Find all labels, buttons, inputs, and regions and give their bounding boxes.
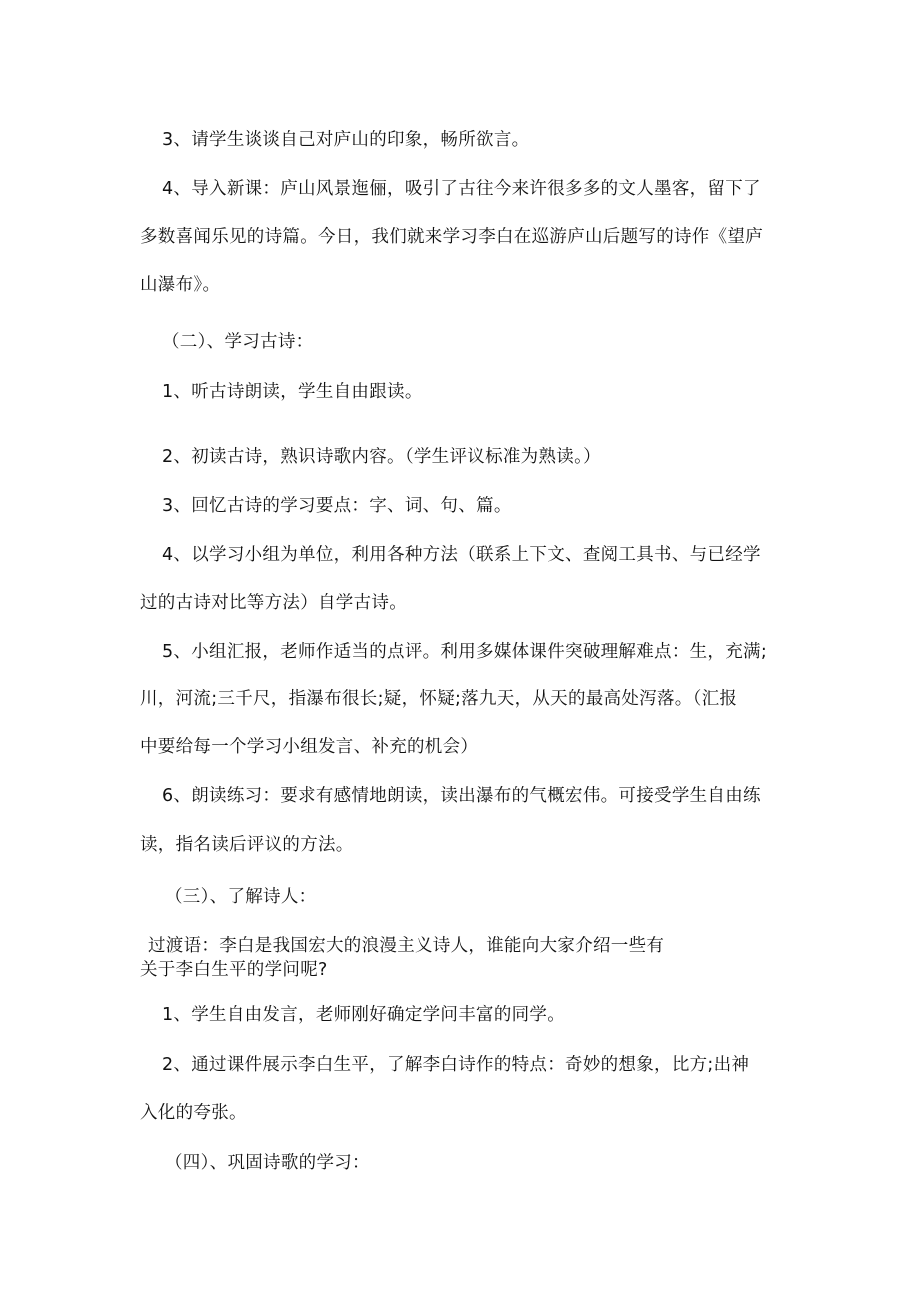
paragraph-line: 3、请学生谈谈自己对庐山的印象，畅所欲言。	[162, 130, 530, 150]
section-heading: （三）、了解诗人：	[165, 887, 317, 907]
paragraph-line: 2、通过课件展示李白生平，了解李白诗作的特点：奇妙的想象，比方;出神	[162, 1055, 750, 1075]
paragraph-line: 4、以学习小组为单位，利用各种方法（联系上下文、查阅工具书、与已经学	[162, 545, 761, 565]
paragraph-line: 过渡语：李白是我国宏大的浪漫主义诗人，谁能向大家介绍一些有	[148, 936, 665, 956]
paragraph-line: 川，河流;三千尺，指瀑布很长;疑，怀疑;落九天，从天的最高处泻落。（汇报	[140, 689, 738, 709]
paragraph-line: 过的古诗对比等方法）自学古诗。	[140, 593, 407, 613]
paragraph-line: 多数喜闻乐见的诗篇。今日，我们就来学习李白在巡游庐山后题写的诗作《望庐	[140, 227, 763, 247]
paragraph-line: 山瀑布》。	[140, 275, 221, 295]
paragraph-line: 1、听古诗朗读，学生自由跟读。	[162, 382, 423, 402]
paragraph-line: 2、初读古诗，熟识诗歌内容。（学生评议标准为熟读。）	[162, 447, 601, 467]
paragraph-line: 关于李白生平的学问呢?	[140, 960, 328, 980]
section-heading: （四）、巩固诗歌的学习：	[165, 1153, 370, 1173]
paragraph-line: 5、小组汇报，老师作适当的点评。利用多媒体课件突破理解难点：生，充满;	[162, 642, 768, 662]
paragraph-line: 中要给每一个学习小组发言、补充的机会）	[140, 737, 479, 757]
section-heading: （二）、学习古诗：	[162, 332, 314, 352]
paragraph-line: 6、朗读练习：要求有感情地朗读，读出瀑布的气概宏伟。可接受学生自由练	[162, 786, 761, 806]
paragraph-line: 3、回忆古诗的学习要点：字、词、句、篇。	[162, 496, 512, 516]
paragraph-line: 入化的夸张。	[140, 1103, 247, 1123]
paragraph-line: 1、学生自由发言，老师刚好确定学问丰富的同学。	[162, 1005, 566, 1025]
paragraph-line: 读，指名读后评议的方法。	[140, 835, 354, 855]
paragraph-line: 4、导入新课：庐山风景迤俪，吸引了古往今来许很多多的文人墨客，留下了	[162, 179, 761, 199]
